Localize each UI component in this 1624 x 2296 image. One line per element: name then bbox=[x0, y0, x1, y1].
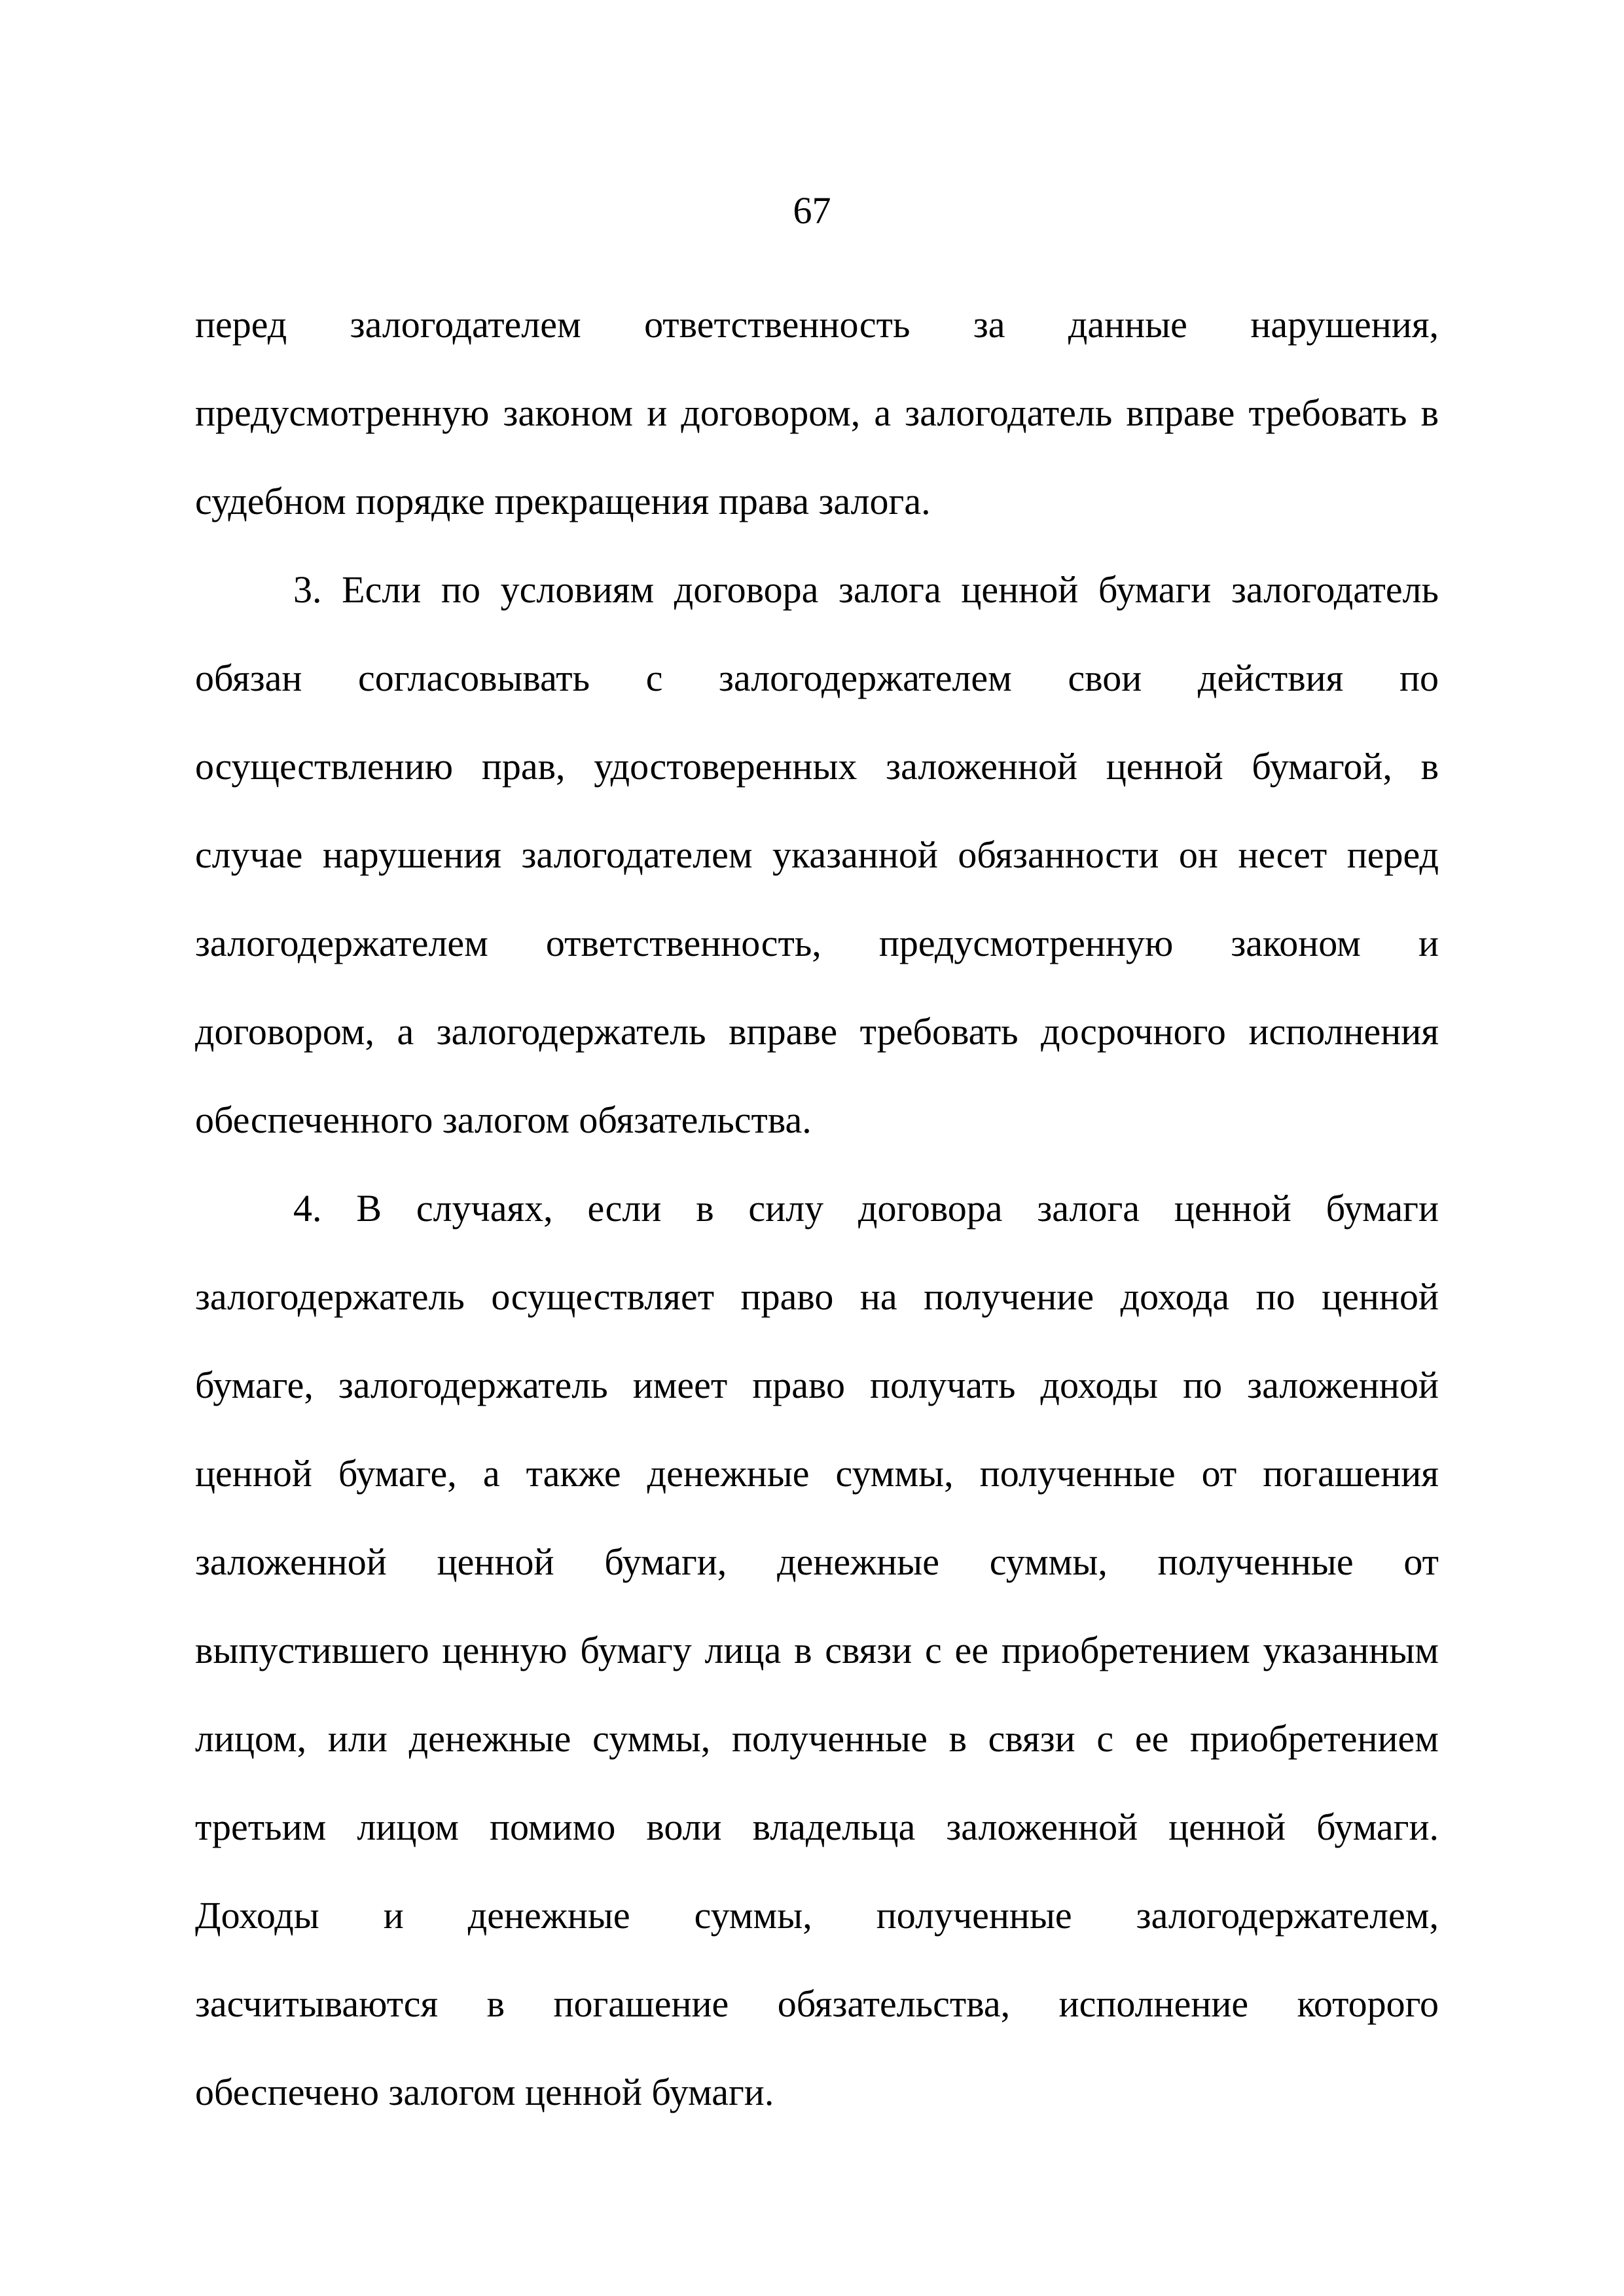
text-line: обеспеченного залогом обязательства. bbox=[195, 1099, 812, 1141]
text-line: 3. Если по условиям договора залога ценной бумаги залогодатель bbox=[293, 568, 1439, 611]
text-line: случае нарушения залогодателем указанной обязанности он несет перед bbox=[195, 833, 1439, 876]
text-line: залогодержателем ответственность, предусмотренную законом и bbox=[195, 922, 1439, 964]
text-line: предусмотренную законом и договором, а залогодатель вправе требовать в bbox=[195, 392, 1439, 434]
text-line: Доходы и денежные суммы, полученные залогодержателем, bbox=[195, 1894, 1439, 1937]
text-line: выпустившего ценную бумагу лица в связи с ее приобретением указанным bbox=[195, 1629, 1439, 1671]
text-line: лицом, или денежные суммы, полученные в связи с ее приобретением bbox=[195, 1717, 1439, 1760]
paragraph-item-3 bbox=[195, 545, 1439, 1164]
text-line: договором, а залогодержатель вправе требовать досрочного исполнения bbox=[195, 1010, 1439, 1053]
text-line: 4. В случаях, если в силу договора залога ценной бумаги bbox=[293, 1187, 1439, 1230]
text-line: бумаге, залогодержатель имеет право получать доходы по заложенной bbox=[195, 1364, 1439, 1406]
text-line: обеспечено залогом ценной бумаги. bbox=[195, 2071, 774, 2113]
text-line: засчитываются в погашение обязательства, исполнение которого bbox=[195, 1982, 1439, 2025]
text-line: заложенной ценной бумаги, денежные суммы, полученные от bbox=[195, 1540, 1439, 1583]
paragraph-continuation bbox=[195, 280, 1439, 545]
text-line: перед залогодателем ответственность за данные нарушения, bbox=[195, 303, 1439, 346]
text-line: обязан согласовывать с залогодержателем свои действия по bbox=[195, 657, 1439, 699]
paragraph-item-4 bbox=[195, 1164, 1439, 2136]
page-number: 67 bbox=[793, 189, 831, 232]
text-line: судебном порядке прекращения права залога. bbox=[195, 480, 931, 522]
text-line: осуществлению прав, удостоверенных заложенной ценной бумагой, в bbox=[195, 745, 1439, 788]
document-body bbox=[195, 280, 1439, 2136]
text-line: третьим лицом помимо воли владельца заложенной ценной бумаги. bbox=[195, 1806, 1439, 1848]
text-line: ценной бумаге, а также денежные суммы, полученные от погашения bbox=[195, 1452, 1439, 1495]
text-line: залогодержатель осуществляет право на получение дохода по ценной bbox=[195, 1275, 1439, 1318]
